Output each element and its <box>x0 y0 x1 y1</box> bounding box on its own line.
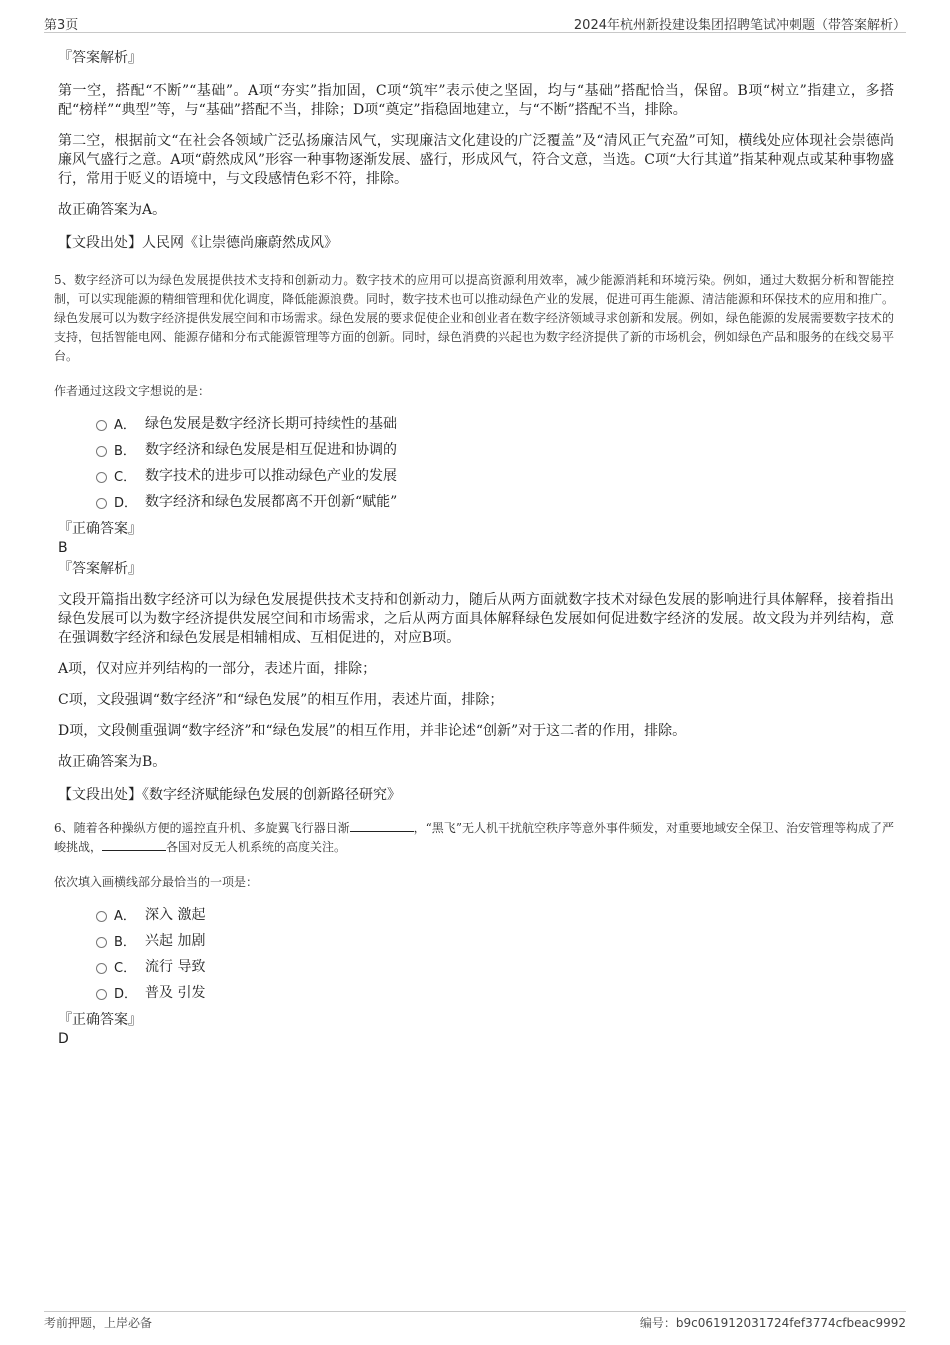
analysis-paragraph: D项，文段侧重强调“数字经济”和“绿色发展”的相互作用，并非论述“创新”对于这二者的作用，排除。 <box>58 723 687 739</box>
option-text: 绿色发展是数字经济长期可持续性的基础 <box>145 416 397 432</box>
option-d[interactable] <box>58 489 894 515</box>
correct-answer-tag: 『正确答案』 <box>58 1012 142 1028</box>
fill-blank <box>102 838 166 851</box>
radio-button[interactable] <box>96 963 107 974</box>
question-stem <box>54 819 894 857</box>
footer-slogan: 考前押题，上岸必备 <box>44 1316 153 1330</box>
option-text: 数字技术的进步可以推动绿色产业的发展 <box>145 468 397 484</box>
radio-button[interactable] <box>96 911 107 922</box>
source-citation: 【文段出处】《数字经济赋能绿色发展的创新路径研究》 <box>58 787 401 803</box>
option-c[interactable] <box>58 463 894 489</box>
option-label: D． <box>114 987 138 1002</box>
stem-text: 各国对反无人机系统的高度关注。 <box>166 840 347 854</box>
option-a[interactable] <box>58 411 894 437</box>
option-text: 普及 引发 <box>145 985 206 1001</box>
radio-button[interactable] <box>96 989 107 1000</box>
page-header <box>0 0 950 34</box>
analysis-paragraph: C项，文段强调“数字经济”和“绿色发展”的相互作用，表述片面，排除； <box>58 692 504 708</box>
option-label: A． <box>114 909 136 924</box>
conclusion: 故正确答案为A。 <box>58 202 167 218</box>
analysis-paragraph: 第二空，根据前文“在社会各领域广泛弘扬廉洁风气，实现廉洁文化建设的广泛覆盖”及“清风正气充盈”可知，横线处应体现社会崇德尚廉风气盛行之意。A项“蔚然成风”形容一种事物逐渐发展、盛行，形成风气，符合文意，当选。C项“大行其道”指某种观点或某种事物盛行，常用于贬义的语境中，与文段感情色彩不符，排除。 <box>58 133 894 187</box>
option-text: 数字经济和绿色发展是相互促进和协调的 <box>145 442 397 458</box>
correct-answer: B <box>58 540 68 556</box>
analysis-paragraph: 文段开篇指出数字经济可以为绿色发展提供技术支持和创新动力，随后从两方面就数字技术对绿色发展的影响进行具体解释，接着指出绿色发展可以为数字经济提供发展空间和市场需求，之后从两方面具体解释绿色发展如何促进数字经济的发展。故文段为并列结构，意在强调数字经济和绿色发展是相辅相成、互相促进的，对应B项。 <box>58 592 894 646</box>
options-list <box>58 411 894 515</box>
header-rule <box>44 32 906 33</box>
document-title: 2024年杭州新投建设集团招聘笔试冲刺题（带答案解析） <box>573 18 906 33</box>
radio-button[interactable] <box>96 498 107 509</box>
question-stem: 5、数字经济可以为绿色发展提供技术支持和创新动力。数字技术的应用可以提高资源利用效率，减少能源消耗和环境污染。例如，通过大数据分析和智能控制，可以实现能源的精细管理和优化调度，降低能源浪费。同时，数字技术也可以推动绿色产业的发展，促进可再生能源、清洁能源和环保技术的应用和推广。绿色发展可以为数字经济提供发展空间和市场需求。绿色发展的要求促使企业和创业者在数字经济领域寻求创新和发展。例如，绿色能源的发展需要数字技术的支持，包括智能电网、能源存储和分布式能源管理等方面的创新。同时，绿色消费的兴起也为数字经济提供了新的市场机会，例如绿色产品和服务的在线交易平台。 <box>54 273 895 363</box>
source-citation: 【文段出处】人民网《让崇德尚廉蔚然成风》 <box>58 235 338 251</box>
option-a[interactable] <box>58 902 894 928</box>
option-b[interactable] <box>58 437 894 463</box>
option-label: C． <box>114 470 137 485</box>
option-d[interactable] <box>58 980 894 1006</box>
radio-button[interactable] <box>96 472 107 483</box>
options-list <box>58 902 894 1006</box>
option-c[interactable] <box>58 954 894 980</box>
option-label: A． <box>114 418 136 433</box>
option-text: 兴起 加剧 <box>145 933 206 949</box>
option-b[interactable] <box>58 928 894 954</box>
analysis-tag: 『答案解析』 <box>58 50 142 66</box>
analysis-paragraph: A项，仅对应并列结构的一部分，表述片面，排除； <box>58 661 377 677</box>
analysis-paragraph: 第一空，搭配“不断”“基础”。A项“夯实”指加固，C项“筑牢”表示使之坚固，均与“基础”搭配恰当，保留。B项“树立”指建立，多搭配“榜样”“典型”等，与“基础”搭配不当，排除；D项“奠定”指稳固地建立，与“不断”搭配不当，排除。 <box>58 83 894 118</box>
option-text: 深入 激起 <box>145 907 206 923</box>
document-id: 编号：b9c061912031724fef3774cfbeac9992 <box>639 1316 906 1330</box>
page-number: 第3页 <box>44 18 79 33</box>
radio-button[interactable] <box>96 446 107 457</box>
option-label: D． <box>114 496 138 511</box>
question-prompt: 依次填入画横线部分最恰当的一项是： <box>54 875 259 889</box>
option-text: 数字经济和绿色发展都离不开创新“赋能” <box>145 494 398 510</box>
fill-blank <box>350 819 414 832</box>
option-label: B． <box>114 935 136 950</box>
option-text: 流行 导致 <box>145 959 206 975</box>
stem-text: 6、随着各种操纵方便的遥控直升机、多旋翼飞行器日渐 <box>54 821 350 835</box>
option-label: B． <box>114 444 136 459</box>
radio-button[interactable] <box>96 420 107 431</box>
option-label: C． <box>114 961 137 976</box>
stem-text: ，“黑飞”无人机干扰航空秩序等意外事件频发，对重要地域安全保卫、治安管理等构成了严峻挑战， <box>54 821 894 854</box>
radio-button[interactable] <box>96 937 107 948</box>
analysis-tag: 『答案解析』 <box>58 561 142 577</box>
footer-rule <box>44 1311 906 1312</box>
question-prompt: 作者通过这段文字想说的是： <box>54 384 211 398</box>
page-content <box>54 46 895 1048</box>
conclusion: 故正确答案为B。 <box>58 754 167 770</box>
correct-answer-tag: 『正确答案』 <box>58 521 142 537</box>
correct-answer: D <box>58 1031 69 1047</box>
